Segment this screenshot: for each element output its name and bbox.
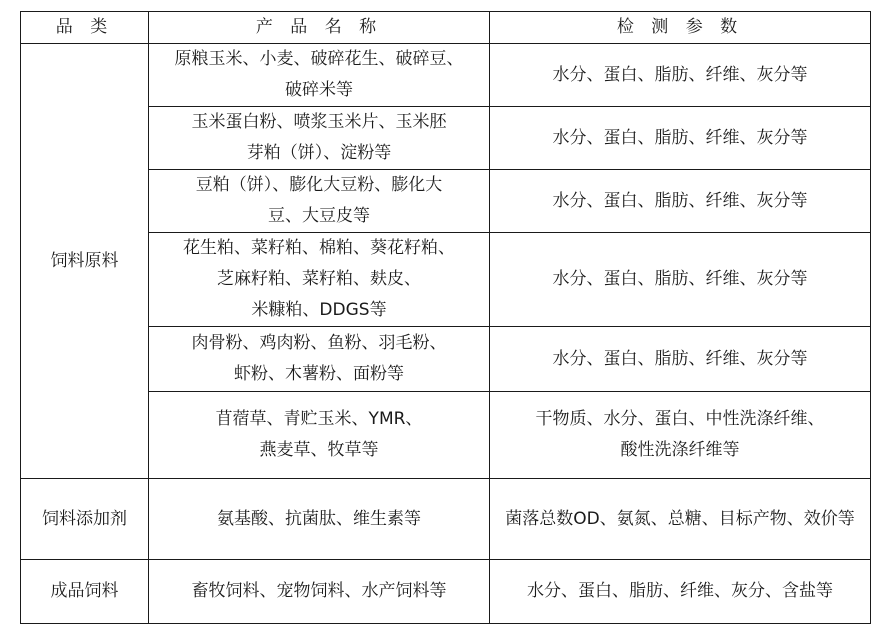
- product-cell: [149, 44, 490, 107]
- table-row: [21, 560, 871, 624]
- product-line: 豆粕（饼）、膨化大豆粉、膨化大: [195, 175, 443, 195]
- product-line: 畜牧饲料、宠物饲料、水产饲料等: [191, 581, 447, 601]
- product-cell: [149, 479, 490, 560]
- category-cell-finished-feed: 成品饲料: [21, 560, 149, 624]
- table-row: [21, 233, 871, 327]
- params-line: 干物质、水分、蛋白、中性洗涤纤维、: [535, 409, 825, 429]
- detection-parameter-table: [20, 11, 871, 624]
- product-line: 虾粉、木薯粉、面粉等: [234, 364, 404, 384]
- header-category: 品 类: [21, 12, 149, 44]
- header-product-name: 产 品 名 称: [149, 12, 490, 44]
- product-line: 花生粕、菜籽粕、棉粕、葵花籽粕、: [183, 238, 455, 258]
- product-line: 苜蓿草、青贮玉米、YMR、: [215, 409, 423, 429]
- product-cell: [149, 170, 490, 233]
- table-row: [21, 170, 871, 233]
- product-cell: [149, 560, 490, 624]
- table-header-row: [21, 12, 871, 44]
- detection-table-container: [20, 11, 870, 624]
- product-line: 原粮玉米、小麦、破碎花生、破碎豆、: [174, 49, 464, 69]
- params-line: 水分、蛋白、脂肪、纤维、灰分等: [552, 127, 808, 148]
- category-cell-feed-additive: 饲料添加剂: [21, 479, 149, 560]
- params-cell: [490, 170, 871, 233]
- params-line: 菌落总数OD、氨氮、总糖、目标产物、效价等: [505, 508, 855, 529]
- product-line: 芝麻籽粕、菜籽粕、麸皮、: [217, 269, 421, 289]
- category-cell-raw-material: 饲料原料: [21, 44, 149, 479]
- product-line: 玉米蛋白粉、喷浆玉米片、玉米胚: [191, 112, 447, 132]
- params-cell: [490, 327, 871, 392]
- params-line: 水分、蛋白、脂肪、纤维、灰分等: [552, 348, 808, 369]
- params-line: 水分、蛋白、脂肪、纤维、灰分等: [552, 269, 808, 289]
- product-cell: [149, 233, 490, 327]
- params-line: 水分、蛋白、脂肪、纤维、灰分、含盐等: [527, 581, 833, 601]
- table-row: [21, 44, 871, 107]
- product-line: 豆、大豆皮等: [268, 206, 370, 226]
- product-line: 破碎米等: [285, 80, 353, 100]
- params-cell: [490, 479, 871, 560]
- product-line: 氨基酸、抗菌肽、维生素等: [217, 508, 421, 529]
- table-row: [21, 327, 871, 392]
- params-cell: [490, 233, 871, 327]
- table-row: [21, 479, 871, 560]
- product-cell: [149, 327, 490, 392]
- params-line: 酸性洗涤纤维等: [620, 440, 740, 460]
- product-line: 肉骨粉、鸡肉粉、鱼粉、羽毛粉、: [191, 333, 447, 353]
- table-row: [21, 107, 871, 170]
- params-cell: [490, 107, 871, 170]
- params-cell: [490, 44, 871, 107]
- product-cell: [149, 392, 490, 479]
- product-cell: [149, 107, 490, 170]
- header-test-parameters: 检 测 参 数: [490, 12, 871, 44]
- params-line: 水分、蛋白、脂肪、纤维、灰分等: [552, 64, 808, 85]
- table-row: [21, 392, 871, 479]
- product-line: 米糠粕、DDGS等: [251, 300, 387, 320]
- params-line: 水分、蛋白、脂肪、纤维、灰分等: [552, 190, 808, 211]
- product-line: 燕麦草、牧草等: [259, 440, 379, 460]
- params-cell: [490, 560, 871, 624]
- product-line: 芽粕（饼）、淀粉等: [246, 143, 392, 163]
- params-cell: [490, 392, 871, 479]
